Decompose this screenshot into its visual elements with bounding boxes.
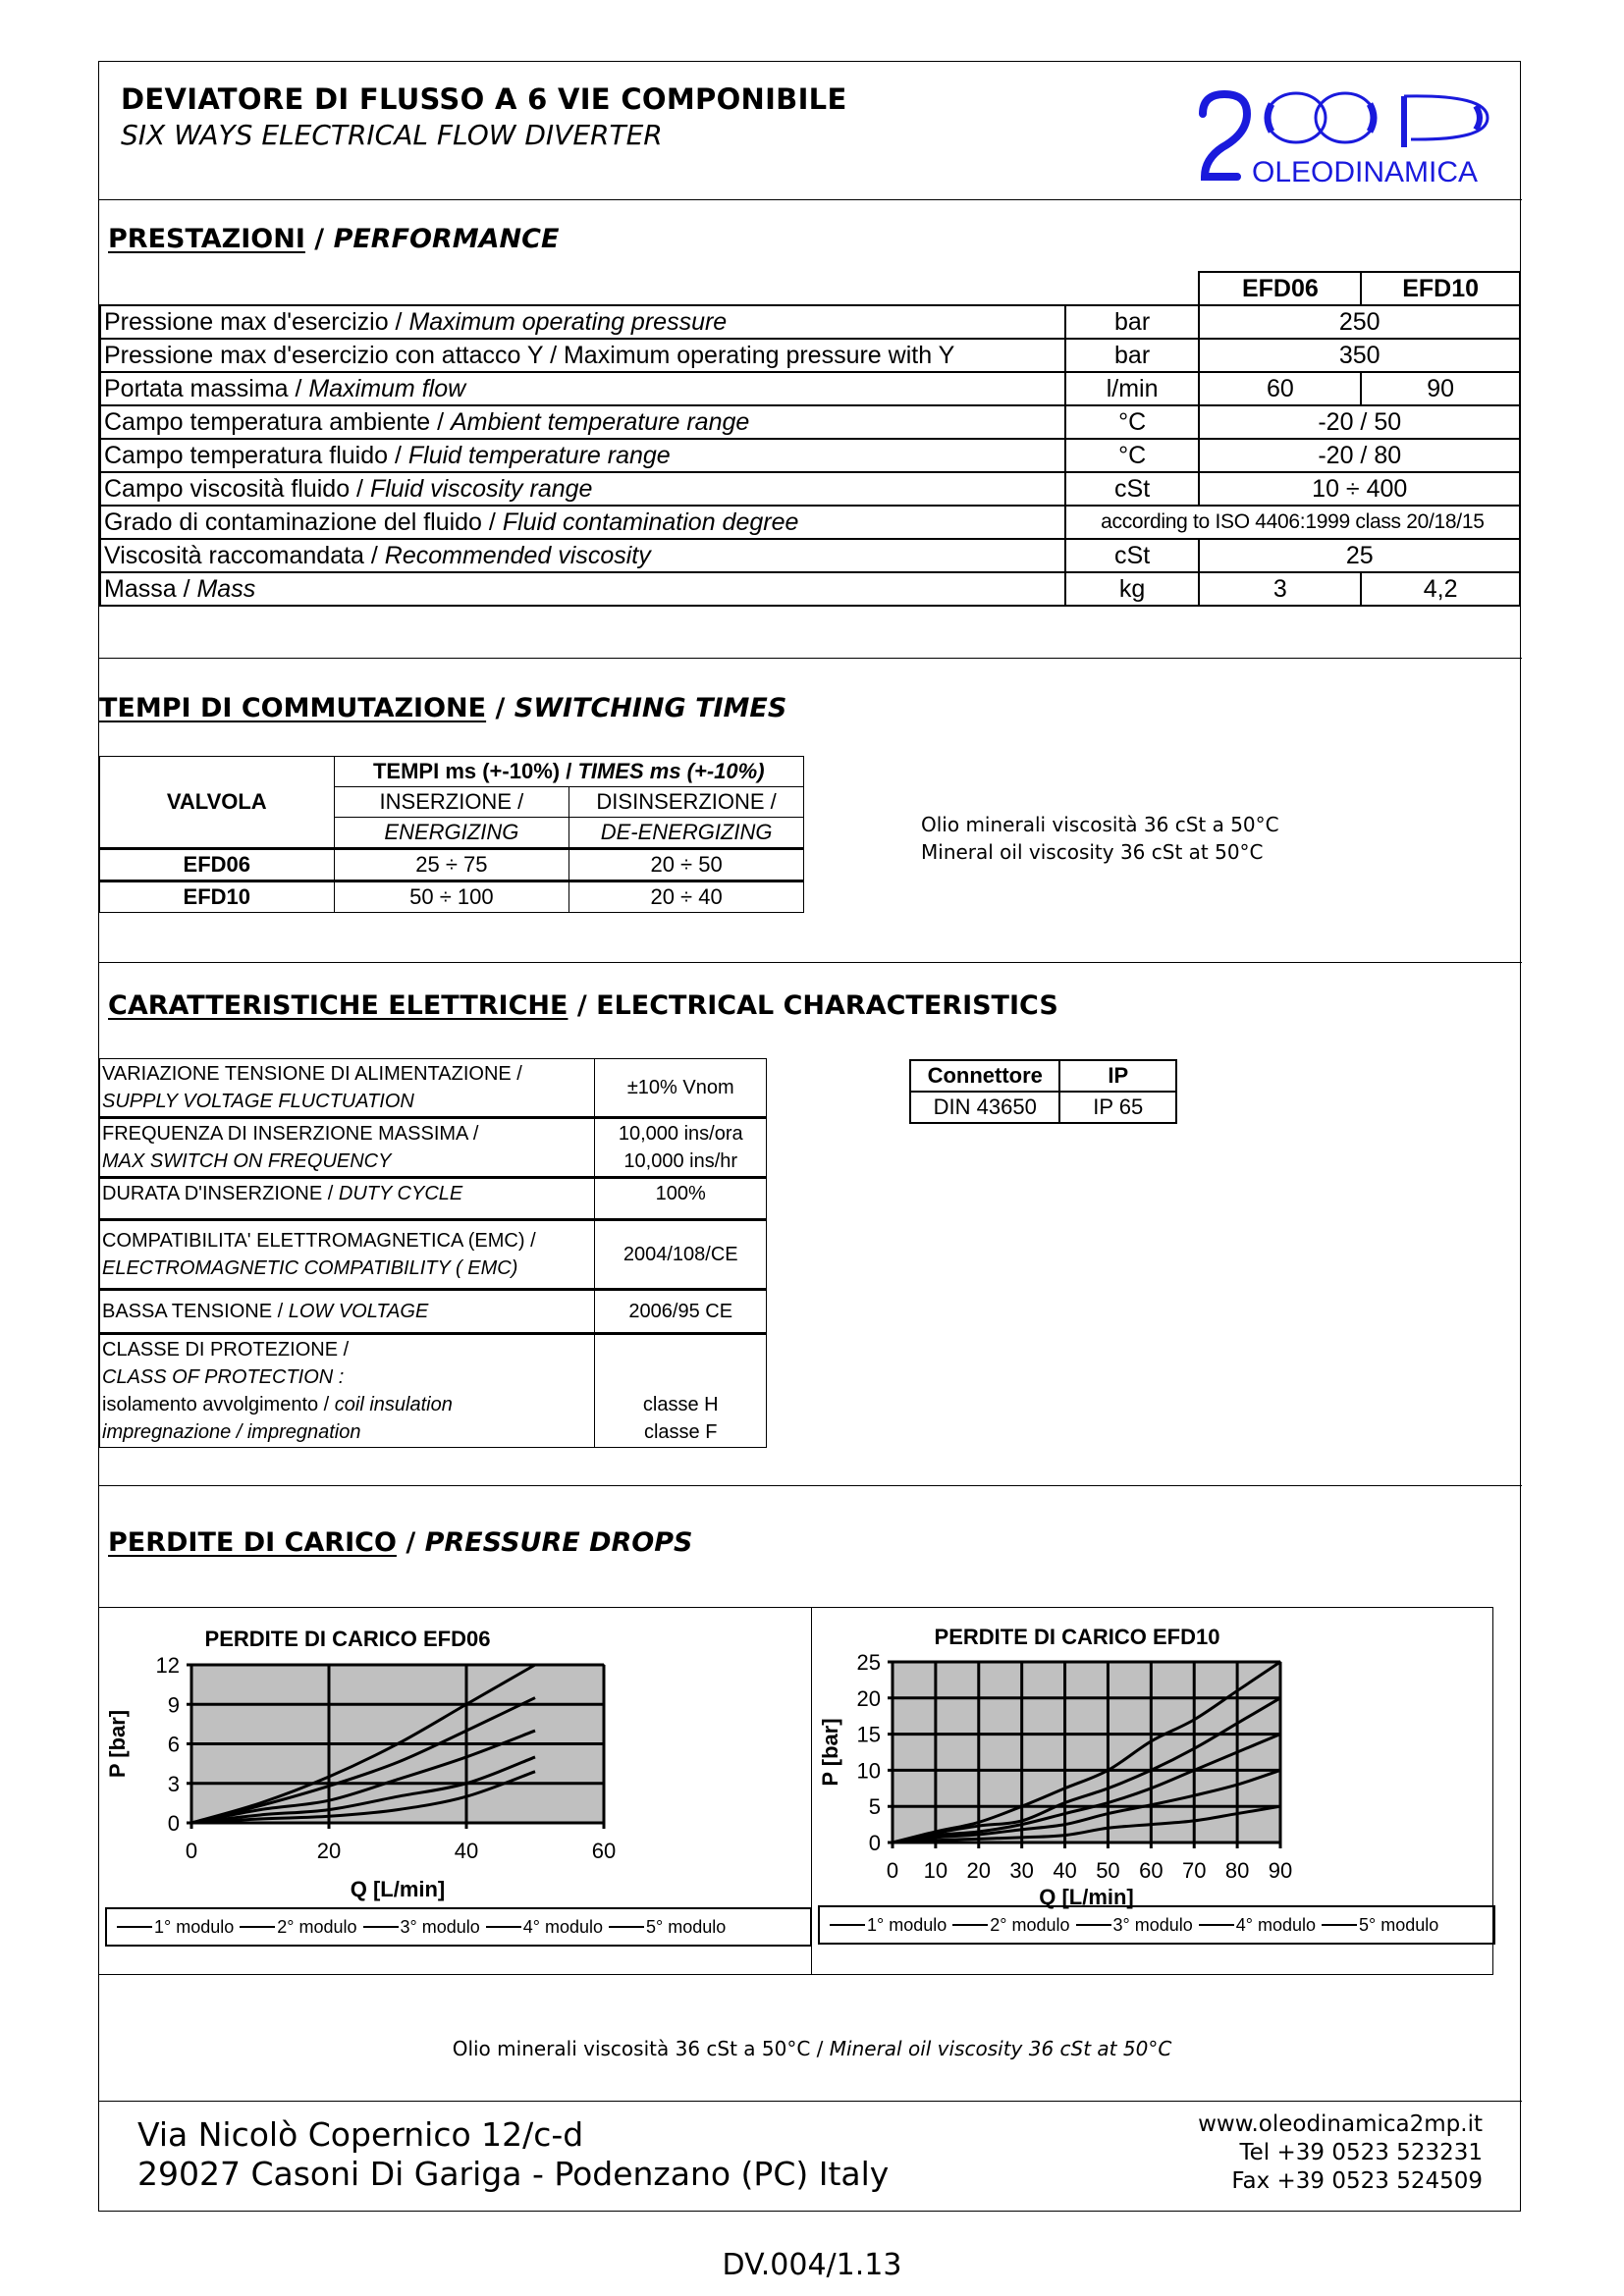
- table-row: Campo temperatura ambiente / Ambient temperature range °C -20 / 50: [100, 405, 1520, 439]
- svg-text:P [bar]: P [bar]: [105, 1709, 130, 1779]
- svg-text:40: 40: [454, 1839, 479, 1863]
- svg-text:90: 90: [1268, 1858, 1293, 1883]
- svg-text:20: 20: [856, 1685, 881, 1711]
- svg-text:P [bar]: P [bar]: [818, 1718, 842, 1787]
- svg-text:25: 25: [856, 1650, 881, 1675]
- divider: [98, 1485, 1522, 1486]
- company-logo: [1193, 86, 1507, 189]
- svg-text:40: 40: [1053, 1858, 1077, 1883]
- legend-line-icon: [486, 1926, 521, 1928]
- legend-item: 3° modulo: [363, 1917, 480, 1938]
- legend-item: 1° modulo: [830, 1915, 947, 1936]
- column-efd06: EFD06: [1199, 272, 1361, 305]
- svg-text:Q [L/min]: Q [L/min]: [350, 1877, 446, 1901]
- legend-line-icon: [240, 1926, 275, 1928]
- switching-section-title: TEMPI DI COMMUTAZIONE / SWITCHING TIMES: [99, 693, 787, 723]
- legend-line-icon: [363, 1926, 399, 1928]
- svg-text:20: 20: [966, 1858, 992, 1883]
- table-row: VARIAZIONE TENSIONE DI ALIMENTAZIONE / SUPPLY VOLTAGE FLUCTUATION ±10% Vnom: [100, 1059, 767, 1118]
- table-row: Grado di contaminazione del fluido / Fluid contamination degree according to ISO 4406:1999 class 20/18/15: [100, 506, 1520, 539]
- table-row: Portata massima / Maximum flow l/min 60 90: [100, 372, 1520, 405]
- svg-text:80: 80: [1224, 1858, 1250, 1883]
- divider: [98, 962, 1522, 963]
- performance-table: [99, 271, 1521, 607]
- svg-text:5: 5: [868, 1794, 881, 1820]
- table-row: DIN 43650 IP 65: [910, 1092, 1176, 1123]
- logo-mark-icon: [1193, 86, 1507, 189]
- table-header-row: [100, 272, 1520, 305]
- table-row: FREQUENZA DI INSERZIONE MASSIMA / MAX SWITCH ON FREQUENCY 10,000 ins/ora 10,000 ins/hr: [100, 1118, 767, 1178]
- electrical-table: [99, 1058, 767, 1448]
- legend-line-icon: [609, 1926, 644, 1928]
- chart-legend: [105, 1907, 812, 1947]
- table-row: Massa / Mass kg 3 4,2: [100, 572, 1520, 606]
- legend-line-icon: [830, 1924, 865, 1926]
- legend-item: 5° modulo: [609, 1917, 726, 1938]
- performance-section-title: PRESTAZIONI / PERFORMANCE: [108, 224, 560, 254]
- table-row: BASSA TENSIONE / LOW VOLTAGE 2006/95 CE: [100, 1290, 767, 1334]
- chart-efd06-container: [98, 1607, 812, 1975]
- svg-text:0: 0: [868, 1831, 881, 1855]
- svg-text:0: 0: [886, 1858, 899, 1883]
- chart-legend: [818, 1905, 1495, 1945]
- svg-text:Q [L/min]: Q [L/min]: [1039, 1885, 1134, 1909]
- table-row: COMPATIBILITA' ELETTROMAGNETICA (EMC) / ELECTROMAGNETIC COMPATIBILITY ( EMC) 2004/108/CE: [100, 1220, 767, 1290]
- pressure-drops-note: Olio minerali viscosità 36 cSt a 50°C / Mineral oil viscosity 36 cSt at 50°C: [452, 2037, 1172, 2060]
- legend-line-icon: [117, 1926, 152, 1928]
- chart-efd06: [99, 1608, 813, 1922]
- legend-item: 3° modulo: [1076, 1915, 1193, 1936]
- column-efd10: EFD10: [1361, 272, 1520, 305]
- svg-text:30: 30: [1009, 1858, 1034, 1883]
- svg-text:PERDITE DI CARICO EFD10: PERDITE DI CARICO EFD10: [934, 1625, 1220, 1649]
- svg-text:OLEODINAMICA: OLEODINAMICA: [1252, 156, 1479, 188]
- divider: [98, 658, 1522, 659]
- divider: [98, 199, 1522, 200]
- chart-efd10-container: [811, 1607, 1493, 1975]
- svg-text:0: 0: [167, 1811, 180, 1836]
- table-row: Campo viscosità fluido / Fluid viscosity range cSt 10 ÷ 400: [100, 472, 1520, 506]
- document-title: DEVIATORE DI FLUSSO A 6 VIE COMPONIBILE: [121, 82, 847, 116]
- pressure-drops-section-title: PERDITE DI CARICO / PRESSURE DROPS: [108, 1527, 693, 1558]
- connector-table: Connettore IP DIN 43650 IP 65: [909, 1059, 1177, 1124]
- table-row: Pressione max d'esercizio / Maximum operating pressure bar 250: [100, 305, 1520, 339]
- svg-text:15: 15: [856, 1722, 881, 1747]
- table-row: EFD10 50 ÷ 100 20 ÷ 40: [100, 881, 804, 913]
- fax-number: Fax +39 0523 524509: [1231, 2168, 1483, 2194]
- legend-line-icon: [1076, 1924, 1111, 1926]
- svg-text:PERDITE DI CARICO EFD06: PERDITE DI CARICO EFD06: [204, 1627, 491, 1651]
- legend-item: 1° modulo: [117, 1917, 234, 1938]
- legend-line-icon: [952, 1924, 988, 1926]
- table-row: EFD06 25 ÷ 75 20 ÷ 50: [100, 849, 804, 881]
- document-reference: DV.004/1.13: [722, 2248, 902, 2282]
- legend-item: 4° modulo: [1199, 1915, 1316, 1936]
- legend-item: 5° modulo: [1322, 1915, 1438, 1936]
- svg-text:12: 12: [155, 1653, 180, 1678]
- svg-text:10: 10: [923, 1858, 948, 1883]
- svg-text:10: 10: [856, 1758, 881, 1784]
- chart-efd10: [812, 1608, 1494, 1922]
- svg-text:9: 9: [167, 1692, 180, 1718]
- phone-number: Tel +39 0523 523231: [1239, 2140, 1483, 2165]
- svg-text:0: 0: [185, 1839, 198, 1863]
- document-subtitle: SIX WAYS ELECTRICAL FLOW DIVERTER: [121, 119, 663, 151]
- electrical-section-title: CARATTERISTICHE ELETTRICHE / ELECTRICAL CHARACTERISTICS: [108, 990, 1058, 1021]
- table-row: CLASSE DI PROTEZIONE / CLASS OF PROTECTION : isolamento avvolgimento / coil insulation impregnazione / impregnation classe H classe F: [100, 1334, 767, 1448]
- company-contact: [1198, 2110, 1483, 2196]
- switching-note: Olio minerali viscosità 36 cSt a 50°C Mineral oil viscosity 36 cSt at 50°C: [921, 813, 1279, 864]
- legend-item: 2° modulo: [240, 1917, 356, 1938]
- switching-times-table: VALVOLA TEMPI ms (+-10%) / TIMES ms (+-10%) INSERZIONE / DISINSERZIONE / ENERGIZING DE-ENERGIZING EFD06 25 ÷ 75 20 ÷ 50 EFD10 50 ÷ 100 20 ÷ 40: [99, 756, 804, 913]
- company-address: Via Nicolò Copernico 12/c-d 29027 Casoni Di Gariga - Podenzano (PC) Italy: [137, 2115, 890, 2193]
- table-row: DURATA D'INSERZIONE / DUTY CYCLE 100%: [100, 1178, 767, 1220]
- legend-line-icon: [1322, 1924, 1357, 1926]
- website-link[interactable]: www.oleodinamica2mp.it: [1198, 2111, 1483, 2137]
- svg-text:70: 70: [1181, 1858, 1207, 1883]
- table-row: Pressione max d'esercizio con attacco Y / Maximum operating pressure with Y bar 350: [100, 339, 1520, 372]
- svg-text:20: 20: [316, 1839, 342, 1863]
- svg-text:60: 60: [1139, 1858, 1164, 1883]
- divider: [98, 2101, 1522, 2102]
- legend-line-icon: [1199, 1924, 1234, 1926]
- svg-text:60: 60: [591, 1839, 617, 1863]
- table-row: Viscosità raccomandata / Recommended viscosity cSt 25: [100, 539, 1520, 572]
- svg-text:3: 3: [167, 1771, 180, 1796]
- svg-text:6: 6: [167, 1732, 180, 1757]
- legend-item: 4° modulo: [486, 1917, 603, 1938]
- svg-text:50: 50: [1096, 1858, 1120, 1883]
- table-row: Campo temperatura fluido / Fluid temperature range °C -20 / 80: [100, 439, 1520, 472]
- legend-item: 2° modulo: [952, 1915, 1069, 1936]
